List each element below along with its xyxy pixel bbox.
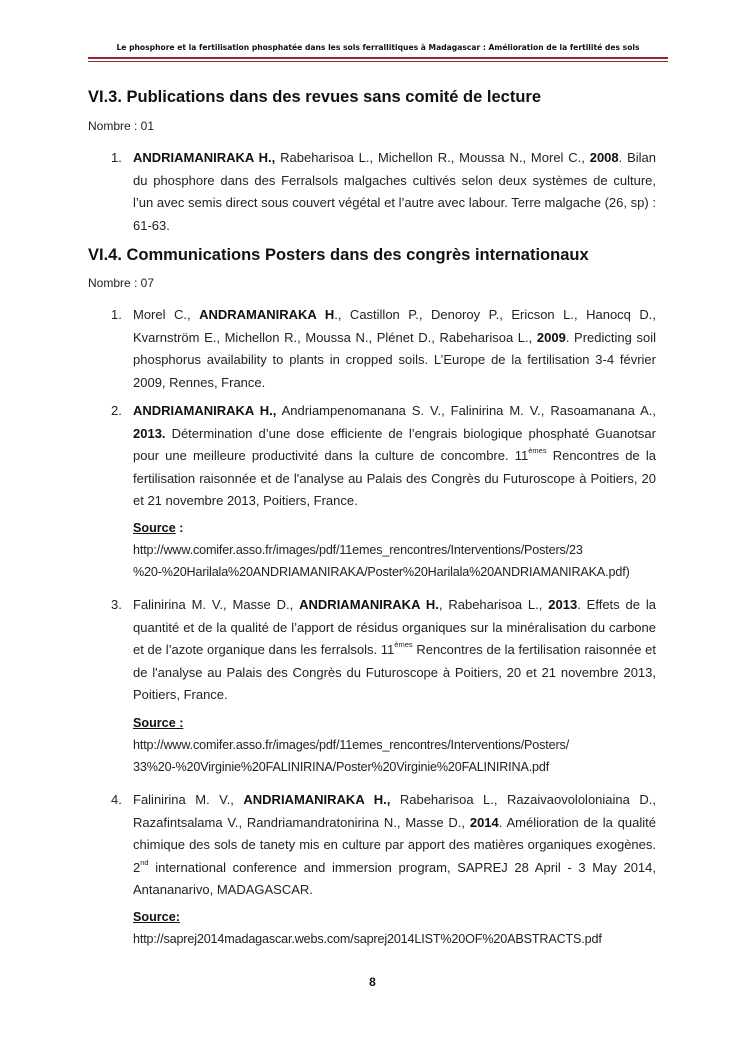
page-number: 8 <box>369 975 376 989</box>
entry-text <box>133 304 656 394</box>
main-author: ANDRIAMANIRAKA H., <box>243 792 391 807</box>
source-label: Source : <box>133 716 184 730</box>
entry-text <box>133 789 656 902</box>
publication-entry <box>111 147 656 237</box>
entry-year: 2008 <box>589 150 619 165</box>
poster-entry <box>111 400 656 513</box>
superscript: èmes <box>528 446 547 455</box>
entry-number: 4. <box>111 792 122 807</box>
header-rule-thin <box>88 61 668 62</box>
section-title-vi3: VI.3. Publications dans des revues sans comité de lecture <box>88 88 542 106</box>
entry-body-text-cont: Rencontres de la fertilisation raisonnée et de l'analyse au Palais des Congrès du Futuroscope à Poitiers, 20 et 21 novembre 2013, Poitiers, France. <box>133 642 656 702</box>
section-title-vi4: VI.4. Communications Posters dans des congrès internationaux <box>88 246 589 264</box>
superscript: nd <box>140 857 149 867</box>
coauthors: ., Castillon P., Denoroy P., Ericson L., Hanocq D., Kvarnström E., Michellon R., Moussa N., Plénet D., Rabeharisoa L., <box>133 307 656 345</box>
entry-number: 2. <box>111 403 122 418</box>
coauthors: Rabeharisoa L., Razaivaovololoniaina D., Razafintsalama V., Randriamandratonirina N., Masse D., <box>133 792 656 830</box>
entry-body-text-cont: international conference and immersion program, SAPREJ 28 April - 3 May 2014, Antananarivo, MADAGASCAR. <box>133 859 656 897</box>
source-url[interactable]: http://www.comifer.asso.fr/images/pdf/11emes_rencontres/Interventions/Posters/23 <box>133 543 583 557</box>
entry-year: 2014 <box>469 814 499 830</box>
source-colon: : <box>175 521 184 535</box>
entry-text <box>133 147 656 237</box>
leading-authors: Morel C., <box>133 307 200 322</box>
superscript: èmes <box>394 640 413 649</box>
source-label: Source: <box>133 910 180 924</box>
coauthors: Rabeharisoa L., Michellon R., Moussa N., Morel C., <box>275 150 590 165</box>
entry-number: 1. <box>111 150 122 165</box>
leading-authors: Falinirina M. V., Masse D., <box>133 597 300 612</box>
poster-entry <box>111 594 656 707</box>
coauthors: , Rabeharisoa L., <box>438 597 549 612</box>
poster-entry <box>111 789 656 902</box>
entry-body-text-cont: Rencontres de la fertilisation raisonnée et de l'analyse au Palais des Congrès du Futuroscope à Poitiers, 20 et 21 novembre 2013, Poitiers, France. <box>133 448 656 508</box>
running-header: Le phosphore et la fertilisation phosphatée dans les sols ferrallitiques à Madagascar : Amélioration de la fertilité des sols <box>116 43 640 52</box>
source-label: Source <box>133 521 176 535</box>
main-author: ANDRIAMANIRAKA H. <box>299 597 439 612</box>
entry-text <box>133 594 656 707</box>
main-author: ANDRIAMANIRAKA H., <box>133 150 276 165</box>
source-block <box>133 712 693 778</box>
source-url[interactable]: http://saprej2014madagascar.webs.com/saprej2014LIST%20OF%20ABSTRACTS.pdf <box>133 932 602 946</box>
entry-number: 1. <box>111 307 122 322</box>
main-author: ANDRAMANIRAKA H <box>199 307 335 322</box>
entry-body-text: Détermination d’une dose efficiente de l’engrais biologique phosphaté Guanotsar pour une meilleure productivité dans la culture de concombre. 11 <box>133 425 656 463</box>
entry-body-text: . Amélioration de la qualité chimique des sols de tanety mis en culture par apport des matières organiques exogènes. 2 <box>133 814 656 875</box>
entry-body-text: . Predicting soil phosphorus availability to plants in cropped soils. L’Europe de la fertilisation 3-4 février 2009, Rennes, France. <box>133 329 656 390</box>
entry-year: 2013. <box>133 425 166 441</box>
section-count-vi4: Nombre : 07 <box>88 276 155 290</box>
source-block <box>133 906 693 950</box>
source-block <box>133 517 693 583</box>
header-rule <box>88 57 668 59</box>
source-url[interactable]: http://www.comifer.asso.fr/images/pdf/11emes_rencontres/Interventions/Posters/ <box>133 738 570 752</box>
entry-body-text: . Effets de la quantité et de la qualité de l’apport de résidus organiques sur la minéralisation du carbone et de l’azote organique dans les ferralsols. 11 <box>133 597 656 657</box>
entry-year: 2013 <box>548 597 578 612</box>
entry-number: 3. <box>111 597 122 612</box>
coauthors: Andriampenomanana S. V., Falinirina M. V., Rasoamanana A., <box>276 403 656 418</box>
source-url-cont[interactable]: 33%20-%20Virginie%20FALINIRINA/Poster%20Virginie%20FALINIRINA.pdf <box>133 760 550 774</box>
leading-authors: Falinirina M. V., <box>133 792 244 807</box>
source-url-cont[interactable]: %20-%20Harilala%20ANDRIAMANIRAKA/Poster%20Harilala%20ANDRIAMANIRAKA.pdf) <box>133 565 630 579</box>
entry-body-text: . Bilan du phosphore dans des Ferralsols malgaches cultivés selon deux systèmes de culture, l’un avec semis direct sous couvert végétal et l’autre avec labour. Terre malgache (26, sp) : 61-63. <box>133 150 656 233</box>
poster-entry <box>111 304 656 394</box>
entry-text <box>133 400 656 513</box>
section-count-vi3: Nombre : 01 <box>88 119 155 133</box>
main-author: ANDRIAMANIRAKA H., <box>133 403 277 418</box>
entry-year: 2009 <box>536 329 566 345</box>
